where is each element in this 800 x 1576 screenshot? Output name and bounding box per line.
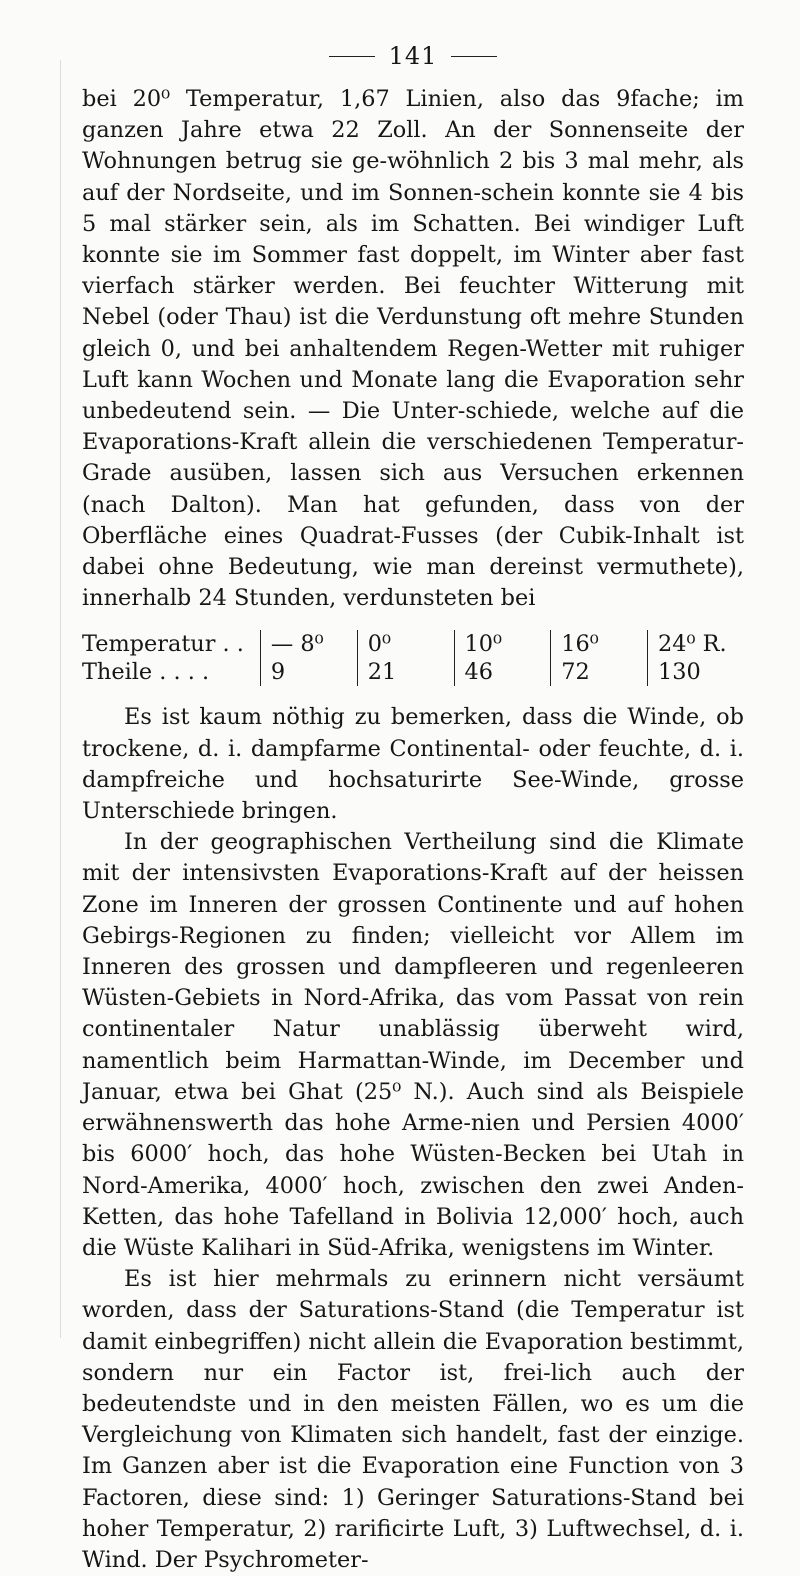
table-cell: 24⁰ R.	[648, 630, 744, 658]
table-cell: 0⁰	[357, 630, 454, 658]
table-row-temperature	[82, 630, 744, 658]
table-cell: 21	[357, 658, 454, 686]
header-rule-right	[451, 56, 497, 57]
paragraph-continued: bei 20⁰ Temperatur, 1,67 Linien, also das 9fache; im ganzen Jahre etwa 22 Zoll. An der Sonnenseite der Wohnungen betrug sie ge-wöhnlich 2 bis 3 mal mehr, als auf der Nordseite, und im Sonnen-schein konnte sie 4 bis 5 mal stärker sein, als im Schatten. Bei windiger Luft konnte sie im Sommer fast doppelt, im Winter aber fast vierfach stärker werden. Bei feuchter Witterung mit Nebel (oder Thau) ist die Verdunstung oft mehre Stunden gleich 0, und bei anhaltendem Regen-Wetter mit ruhiger Luft kann Wochen und Monate lang die Evaporation sehr unbedeutend sein. — Die Unter-schiede, welche auf die Evaporations-Kraft allein die verschiedenen Temperatur-Grade ausüben, lassen sich aus Versuchen erkennen (nach Dalton). Man hat gefunden, dass von der Oberfläche eines Quadrat-Fusses (der Cubik-Inhalt ist dabei ohne Bedeutung, wie man dereinst vermuthete), innerhalb 24 Stunden, verdunsteten bei	[82, 86, 744, 612]
paragraph-winde: Es ist kaum nöthig zu bemerken, dass die Winde, ob trockene, d. i. dampfarme Continental- oder feuchte, d. i. dampfreiche und hochsaturirte See-Winde, grosse Unterschiede bringen.	[82, 704, 744, 825]
table-cell: — 8⁰	[260, 630, 357, 658]
page-number: 141	[388, 42, 438, 70]
paragraph-geographische-vertheilung: In der geographischen Vertheilung sind die Klimate mit der intensivsten Evaporations-Kraft auf der heissen Zone im Inneren der grossen Continente und auf hohen Gebirgs-Regionen zu finden; vielleicht vor Allem im Inneren des grossen und dampfleeren und regenleeren Wüsten-Gebiets in Nord-Afrika, das vom Passat von rein continentaler Natur unablässig überweht wird, namentlich beim Harmattan-Winde, im December und Januar, etwa bei Ghat (25⁰ N.). Auch sind als Beispiele erwähnenswerth das hohe Arme-nien und Persien 4000′ bis 6000′ hoch, das hohe Wüsten-Becken bei Utah in Nord-Amerika, 4000′ hoch, zwischen den zwei Anden-Ketten, das hohe Tafelland in Bolivia 12,000′ hoch, auch die Wüste Kalihari in Süd-Afrika, wenigstens im Winter.	[82, 829, 744, 1261]
evaporation-table	[82, 630, 744, 686]
row-label-theile: Theile . . . .	[82, 659, 210, 686]
paragraph-saturations-stand: Es ist hier mehrmals zu erinnern nicht versäumt worden, dass der Saturations-Stand (die Temperatur ist damit einbegriffen) nicht allein die Evaporation bestimmt, sondern nur ein Factor ist, frei-lich auch der bedeutendste und in den meisten Fällen, wo es um die Vergleichung von Klimaten sich handelt, fast der einzige. Im Ganzen aber ist die Evaporation eine Function von 3 Factoren, diese sind: 1) Geringer Saturations-Stand bei hoher Temperatur, 2) rarificirte Luft, 3) Luftwechsel, d. i. Wind. Der Psychrometer-	[82, 1266, 744, 1573]
header-rule-left	[329, 56, 375, 57]
page-edge-shadow	[60, 60, 61, 1338]
row-label-temperatur: Temperatur . .	[82, 631, 244, 658]
table-cell: 16⁰	[551, 630, 648, 658]
table-cell: 10⁰	[454, 630, 551, 658]
page-header	[82, 36, 744, 76]
table-cell: 46	[454, 658, 551, 686]
table-cell: 72	[551, 658, 648, 686]
table-cell: 9	[260, 658, 357, 686]
table-row-theile	[82, 658, 744, 686]
table-cell: 130	[648, 658, 744, 686]
body-text	[82, 84, 744, 1576]
